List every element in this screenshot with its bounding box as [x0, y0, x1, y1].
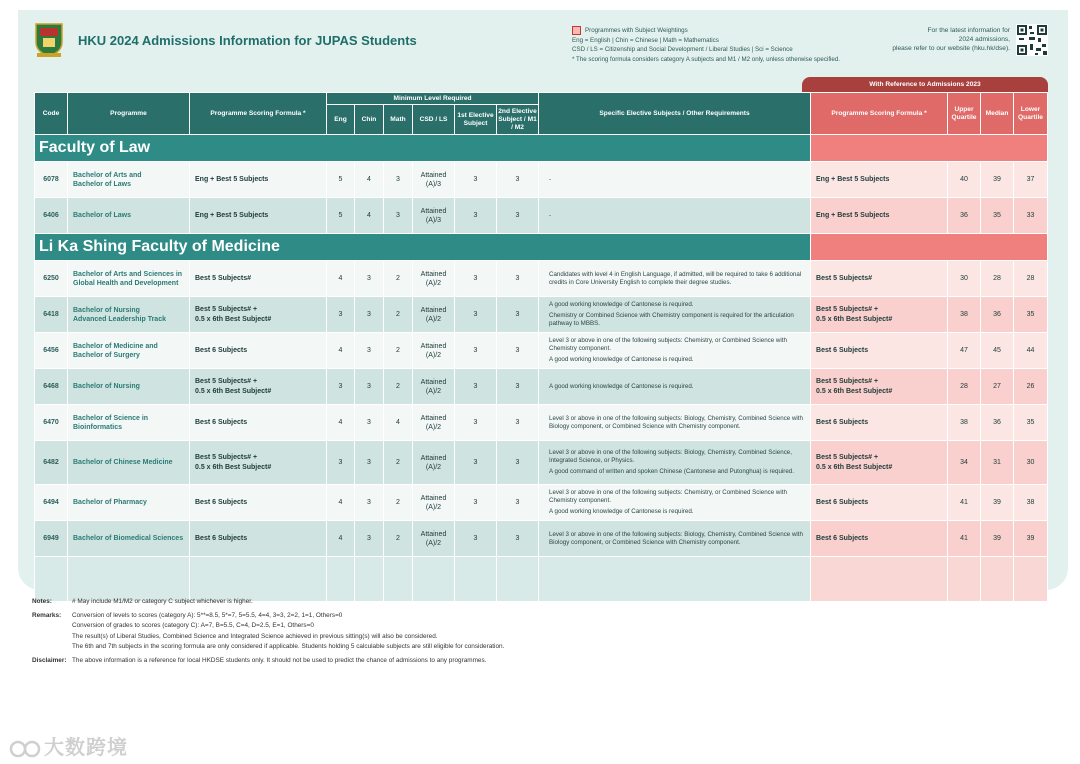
legend-weighting: Programmes with Subject Weightings [585, 27, 688, 35]
col-median: Median [981, 93, 1014, 135]
faculty-band [811, 135, 1048, 162]
cell-elective-2: 3 [497, 297, 539, 333]
cell-lower-quartile: 44 [1014, 333, 1048, 369]
programme-line: Global Health and Development [73, 279, 179, 287]
spacer-cell [355, 557, 384, 602]
cell-math: 2 [384, 521, 413, 557]
cell-requirements: Level 3 or above in one of the following subjects: Biology, Chemistry, Combined Science with Biology component, or Combined Science with Chemistry component. [539, 521, 811, 557]
programme-line: Bachelor of Arts and Sciences in [73, 270, 183, 278]
formula-line: 0.5 x 6th Best Subject# [816, 315, 893, 323]
faculty-band [811, 234, 1048, 261]
website-line-1: For the latest information for [927, 27, 1010, 34]
csd-line: Attained [420, 530, 447, 538]
remarks-label: Remarks: [32, 611, 62, 619]
cell-ref-formula: Eng + Best 5 Subjects [811, 162, 948, 198]
cell-lower-quartile: 35 [1014, 405, 1048, 441]
spacer-cell [811, 557, 948, 602]
cell-formula [190, 162, 327, 198]
cell-elective-2: 3 [497, 485, 539, 521]
requirement-line: A good working knowledge of Cantonese is required. [549, 301, 694, 308]
requirement-line: A good command of written and spoken Chinese (Cantonese and Putonghua) is required. [549, 468, 794, 475]
cell-chin: 4 [355, 162, 384, 198]
cell-elective-2: 3 [497, 441, 539, 485]
cell-chin: 3 [355, 261, 384, 297]
cell-code: 6949 [35, 521, 68, 557]
reference-2023-header: With Reference to Admissions 2023 [802, 77, 1048, 92]
cell-eng: 5 [327, 198, 355, 234]
cell-median: 36 [981, 405, 1014, 441]
programme-line: Bioinformatics [73, 423, 123, 431]
cell-median: 35 [981, 198, 1014, 234]
remark-line: The result(s) of Liberal Studies, Combined Science and Integrated Science achieved in previous sitting(s) will also be considered. [72, 632, 438, 640]
cell-chin: 4 [355, 198, 384, 234]
cell-median: 39 [981, 521, 1014, 557]
cell-ref-formula [811, 369, 948, 405]
table-row [35, 198, 1048, 234]
csd-line: (A)/2 [425, 315, 442, 323]
cell-upper-quartile: 47 [948, 333, 981, 369]
cell-code: 6250 [35, 261, 68, 297]
cell-code: 6406 [35, 198, 68, 234]
cell-upper-quartile: 40 [948, 162, 981, 198]
formula-line: Best 5 Subjects# + [816, 453, 879, 461]
table-row [35, 297, 1048, 333]
programme-line: Bachelor of Laws [73, 180, 131, 188]
programme-line: Bachelor of Science in [73, 414, 149, 422]
cell-eng: 3 [327, 441, 355, 485]
cell-upper-quartile: 41 [948, 485, 981, 521]
cell-median: 27 [981, 369, 1014, 405]
website-line-2: 2024 admissions, [958, 36, 1010, 43]
requirement-line: Level 3 or above in one of the following subjects: Biology, Chemistry, Combined Science, Integrated Science, or Physics. [549, 449, 792, 464]
cell-ref-formula: Best 6 Subjects [811, 405, 948, 441]
cell-ref-formula: Eng + Best 5 Subjects [811, 198, 948, 234]
faculty-law-heading: Faculty of Law [35, 135, 811, 162]
cell-formula: Best 5 Subjects# [190, 261, 327, 297]
requirement-line: Level 3 or above in one of the following subjects: Chemistry, or Combined Science with Chemistry component. [549, 489, 787, 504]
cell-upper-quartile: 28 [948, 369, 981, 405]
cell-eng: 3 [327, 369, 355, 405]
cell-requirements [539, 333, 811, 369]
cell-requirements: - [539, 198, 811, 234]
cell-median: 28 [981, 261, 1014, 297]
table-row [35, 333, 1048, 369]
cell-ref-formula: Best 6 Subjects [811, 521, 948, 557]
spacer-cell [190, 557, 327, 602]
csd-line: (A)/2 [425, 503, 442, 511]
cell-csd [413, 333, 455, 369]
cell-math: 4 [384, 405, 413, 441]
cell-requirements: - [539, 162, 811, 198]
cell-elective-1: 3 [455, 485, 497, 521]
notes-text: # May include M1/M2 or category C subject whichever is higher. [72, 598, 253, 605]
cell-median: 45 [981, 333, 1014, 369]
cell-chin: 3 [355, 521, 384, 557]
faculty-row [35, 234, 1048, 261]
cell-math: 2 [384, 441, 413, 485]
csd-line: (A)/2 [425, 463, 442, 471]
cell-lower-quartile: 30 [1014, 441, 1048, 485]
cell-ref-formula: Best 5 Subjects# [811, 261, 948, 297]
cell-elective-1: 3 [455, 521, 497, 557]
cell-programme: Bachelor of Chinese Medicine [68, 441, 190, 485]
cell-code: 6468 [35, 369, 68, 405]
cell-formula [190, 441, 327, 485]
legend [572, 26, 840, 64]
cell-csd [413, 441, 455, 485]
csd-line: (A)/2 [425, 279, 442, 287]
col-chin: Chin [355, 105, 384, 135]
cell-lower-quartile: 35 [1014, 297, 1048, 333]
cell-csd [413, 198, 455, 234]
table-row [35, 261, 1048, 297]
remark-line: Conversion of levels to scores (category A): 5**=8.5, 5*=7, 5=5.5, 4=4, 3=3, 2=2, 1=1, Others=0 [72, 611, 343, 619]
spacer-cell [455, 557, 497, 602]
formula-line: 0.5 x 6th Best Subject# [816, 463, 893, 471]
spacer-cell [384, 557, 413, 602]
csd-line: Attained [420, 270, 447, 278]
watermark-text: 大数跨境 [44, 737, 128, 759]
website-line-3[interactable]: please refer to our website (hku.hk/dse). [892, 45, 1010, 52]
cell-elective-2: 3 [497, 521, 539, 557]
cell-math: 3 [384, 198, 413, 234]
formula-line: 0.5 x 6th Best Subject# [816, 387, 893, 395]
csd-line: Attained [420, 342, 447, 350]
col-lower-quartile: Lower Quartile [1014, 93, 1048, 135]
cell-eng: 4 [327, 405, 355, 441]
cell-elective-1: 3 [455, 297, 497, 333]
col-upper-quartile: Upper Quartile [948, 93, 981, 135]
csd-line: (A)/2 [425, 423, 442, 431]
csd-line: Attained [420, 494, 447, 502]
cell-eng: 4 [327, 521, 355, 557]
col-formula: Programme Scoring Formula * [190, 93, 327, 135]
legend-line-2: CSD / LS = Citizenship and Social Development / Liberal Studies | Sci = Science [572, 46, 793, 54]
table-spacer-row [35, 557, 1048, 602]
cell-formula: Best 6 Subjects [190, 405, 327, 441]
website-note [892, 26, 1010, 53]
notes-label: Notes: [32, 598, 52, 605]
cell-median: 36 [981, 297, 1014, 333]
cell-median: 39 [981, 162, 1014, 198]
spacer-cell [948, 557, 981, 602]
cell-elective-2: 3 [497, 261, 539, 297]
programme-line: Bachelor of Surgery [73, 351, 140, 359]
cell-formula: Best 6 Subjects [190, 333, 327, 369]
csd-line: (A)/3 [425, 216, 442, 224]
col-specific: Specific Elective Subjects / Other Requirements [539, 93, 811, 135]
csd-line: Attained [420, 454, 447, 462]
cell-formula: Best 6 Subjects [190, 485, 327, 521]
col-programme: Programme [68, 93, 190, 135]
hku-crest-logo [34, 22, 64, 58]
cell-programme [68, 162, 190, 198]
remark-line: Conversion of grades to scores (category C): A=7, B=5.5, C=4, D=2.5, E=1, Others=0 [72, 622, 314, 629]
cell-programme [68, 405, 190, 441]
cell-code: 6456 [35, 333, 68, 369]
cell-code: 6078 [35, 162, 68, 198]
cell-math: 2 [384, 297, 413, 333]
cell-lower-quartile: 28 [1014, 261, 1048, 297]
cell-programme: Bachelor of Laws [68, 198, 190, 234]
table-row [35, 485, 1048, 521]
cell-csd [413, 485, 455, 521]
formula-line: Best 5 Subjects# + [195, 305, 258, 313]
spacer-cell [68, 557, 190, 602]
requirement-line: A good working knowledge of Cantonese is required. [549, 356, 694, 363]
csd-line: Attained [420, 306, 447, 314]
cell-eng: 3 [327, 297, 355, 333]
cell-lower-quartile: 39 [1014, 521, 1048, 557]
cell-chin: 3 [355, 333, 384, 369]
cell-upper-quartile: 30 [948, 261, 981, 297]
cell-elective-1: 3 [455, 198, 497, 234]
cell-median: 39 [981, 485, 1014, 521]
cell-csd [413, 521, 455, 557]
programme-line: Bachelor of Medicine and [73, 342, 158, 350]
cell-elective-2: 3 [497, 198, 539, 234]
cell-chin: 3 [355, 297, 384, 333]
cell-elective-2: 3 [497, 162, 539, 198]
col-elective-1: 1st Elective Subject [455, 105, 497, 135]
cell-elective-1: 3 [455, 333, 497, 369]
cell-eng: 5 [327, 162, 355, 198]
remark-line: The 6th and 7th subjects in the scoring formula are only considered if applicable. Students holding 5 calculable subjects are still eligible for consideration. [72, 643, 505, 650]
cell-chin: 3 [355, 405, 384, 441]
cell-math: 2 [384, 261, 413, 297]
spacer-cell [35, 557, 68, 602]
cell-formula: Eng + Best 5 Subjects [190, 198, 327, 234]
cell-csd [413, 297, 455, 333]
cell-requirements [539, 297, 811, 333]
cell-lower-quartile: 26 [1014, 369, 1048, 405]
cell-math: 2 [384, 369, 413, 405]
table-row [35, 162, 1048, 198]
cell-csd [413, 405, 455, 441]
cell-chin: 3 [355, 441, 384, 485]
cell-code: 6494 [35, 485, 68, 521]
cell-programme: Bachelor of Pharmacy [68, 485, 190, 521]
cell-elective-1: 3 [455, 261, 497, 297]
cell-chin: 3 [355, 369, 384, 405]
cell-requirements: Level 3 or above in one of the following subjects: Biology, Chemistry, Combined Science with Biology component, or Combined Science with Chemistry component. [539, 405, 811, 441]
cell-csd [413, 162, 455, 198]
cell-formula [190, 297, 327, 333]
legend-line-1: Eng = English | Chin = Chinese | Math = Mathematics [572, 36, 719, 44]
cell-ref-formula [811, 297, 948, 333]
disclaimer-label: Disclaimer: [32, 656, 67, 664]
requirement-line: A good working knowledge of Cantonese is required. [549, 508, 694, 515]
cell-programme: Bachelor of Nursing [68, 369, 190, 405]
cell-code: 6482 [35, 441, 68, 485]
table-row [35, 405, 1048, 441]
formula-line: 0.5 x 6th Best Subject# [195, 315, 272, 323]
col-math: Math [384, 105, 413, 135]
cell-lower-quartile: 38 [1014, 485, 1048, 521]
csd-line: (A)/2 [425, 387, 442, 395]
cell-programme [68, 297, 190, 333]
cell-programme: Bachelor of Biomedical Sciences [68, 521, 190, 557]
csd-line: (A)/3 [425, 180, 442, 188]
cell-chin: 3 [355, 485, 384, 521]
cell-upper-quartile: 38 [948, 297, 981, 333]
cell-requirements: A good working knowledge of Cantonese is required. [539, 369, 811, 405]
csd-line: (A)/2 [425, 351, 442, 359]
qr-code-icon[interactable] [1016, 24, 1048, 56]
cell-elective-1: 3 [455, 162, 497, 198]
footer-notes [32, 597, 1032, 666]
formula-line: Eng + Best 5 Subjects [195, 175, 269, 183]
faculty-medicine-heading: Li Ka Shing Faculty of Medicine [35, 234, 811, 261]
col-elective-2: 2nd Elective Subject / M1 / M2 [497, 105, 539, 135]
cell-formula [190, 369, 327, 405]
programme-line: Bachelor of Nursing [73, 306, 140, 314]
cell-math: 3 [384, 162, 413, 198]
spacer-cell [981, 557, 1014, 602]
csd-line: Attained [420, 378, 447, 386]
cell-programme [68, 261, 190, 297]
cell-formula: Best 6 Subjects [190, 521, 327, 557]
csd-line: Attained [420, 207, 447, 215]
cell-lower-quartile: 37 [1014, 162, 1048, 198]
table-row [35, 369, 1048, 405]
formula-line: 0.5 x 6th Best Subject# [195, 463, 272, 471]
watermark [8, 731, 128, 760]
cell-elective-2: 3 [497, 333, 539, 369]
cell-eng: 4 [327, 261, 355, 297]
cell-programme [68, 333, 190, 369]
cell-code: 6470 [35, 405, 68, 441]
table-row [35, 521, 1048, 557]
cell-ref-formula: Best 6 Subjects [811, 333, 948, 369]
cell-upper-quartile: 41 [948, 521, 981, 557]
col-eng: Eng [327, 105, 355, 135]
cell-ref-formula [811, 441, 948, 485]
cell-math: 2 [384, 333, 413, 369]
cell-eng: 4 [327, 333, 355, 369]
col-ref-formula: Programme Scoring Formula * [811, 93, 948, 135]
cell-upper-quartile: 34 [948, 441, 981, 485]
cell-elective-1: 3 [455, 441, 497, 485]
cell-csd [413, 369, 455, 405]
spacer-cell [327, 557, 355, 602]
spacer-cell [497, 557, 539, 602]
csd-line: Attained [420, 414, 447, 422]
cell-ref-formula: Best 6 Subjects [811, 485, 948, 521]
requirement-line: Level 3 or above in one of the following subjects: Chemistry, or Combined Science with Chemistry component. [549, 337, 787, 352]
cell-lower-quartile: 33 [1014, 198, 1048, 234]
cell-upper-quartile: 38 [948, 405, 981, 441]
cell-code: 6418 [35, 297, 68, 333]
table-row [35, 441, 1048, 485]
cell-elective-2: 3 [497, 405, 539, 441]
disclaimer-text: The above information is a reference for local HKDSE students only. It should not be used to predict the chance of admissions to any programmes. [72, 656, 487, 664]
csd-line: (A)/2 [425, 539, 442, 547]
admissions-table [34, 92, 1048, 602]
col-min-level: Minimum Level Required [327, 93, 539, 105]
page-title: HKU 2024 Admissions Information for JUPAS Students [78, 33, 417, 48]
cell-requirements [539, 441, 811, 485]
formula-line: Best 5 Subjects# + [816, 305, 879, 313]
programme-line: Bachelor of Arts and [73, 171, 142, 179]
weighting-icon [572, 26, 581, 35]
cell-eng: 4 [327, 485, 355, 521]
cell-csd [413, 261, 455, 297]
cell-math: 2 [384, 485, 413, 521]
requirement-line: Chemistry or Combined Science with Chemistry component is required for the articulation pathway to MBBS. [549, 312, 794, 327]
formula-line: Best 5 Subjects# + [195, 453, 258, 461]
cell-elective-1: 3 [455, 369, 497, 405]
formula-line: Best 5 Subjects# + [816, 377, 879, 385]
faculty-row [35, 135, 1048, 162]
formula-line: Best 5 Subjects# + [195, 377, 258, 385]
spacer-cell [413, 557, 455, 602]
formula-line: 0.5 x 6th Best Subject# [195, 387, 272, 395]
cell-elective-1: 3 [455, 405, 497, 441]
programme-line: Advanced Leadership Track [73, 315, 166, 323]
watermark-logo-icon [8, 738, 44, 760]
spacer-cell [1014, 557, 1048, 602]
spacer-cell [539, 557, 811, 602]
cell-requirements: Candidates with level 4 in English Language, if admitted, will be required to take 6 additional credits in Core University English to complete their degree studies. [539, 261, 811, 297]
cell-upper-quartile: 36 [948, 198, 981, 234]
csd-line: Attained [420, 171, 447, 179]
legend-line-3: * The scoring formula considers category A subjects and M1 / M2 only, unless otherwise specified. [572, 55, 841, 63]
cell-median: 31 [981, 441, 1014, 485]
col-code: Code [35, 93, 68, 135]
col-csd: CSD / LS [413, 105, 455, 135]
cell-requirements [539, 485, 811, 521]
cell-elective-2: 3 [497, 369, 539, 405]
